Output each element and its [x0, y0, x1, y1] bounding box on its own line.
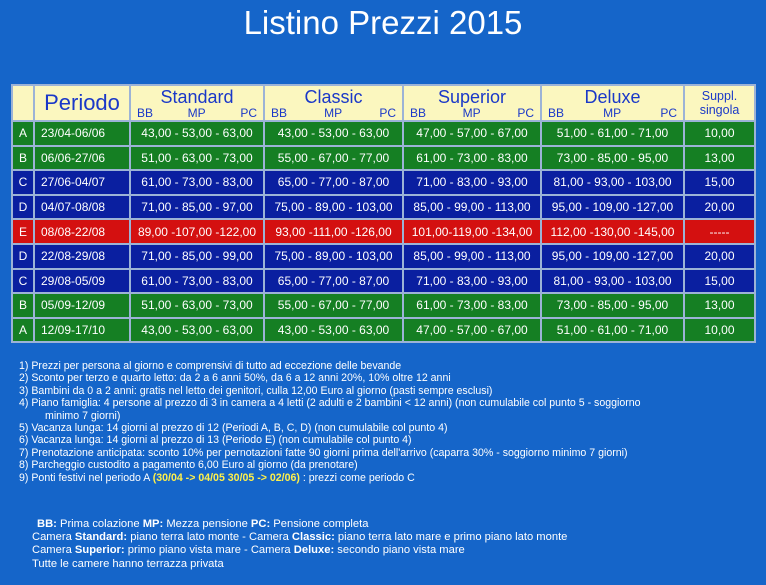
price-classic: 55,00 - 67,00 - 77,00	[264, 293, 403, 318]
note-4-cont: minimo 7 giorni)	[45, 409, 121, 422]
price-deluxe: 95,00 - 109,00 -127,00	[541, 244, 684, 269]
legend-meals: BB: Prima colazione MP: Mezza pensione PC: Pensione completa	[37, 518, 369, 530]
note-2: 2) Sconto per terzo e quarto letto: da 2 a 6 anni 50%, da 6 a 12 anni 20%, 10% oltre 12 anni	[19, 372, 451, 385]
suppl-singola: 15,00	[684, 170, 755, 195]
note-9: 9) Ponti festivi nel periodo A (30/04 -> 04/05 30/05 -> 02/06) : prezzi come periodo C	[19, 471, 415, 484]
period-letter: A	[12, 121, 34, 146]
price-classic: 93,00 -111,00 -126,00	[264, 219, 403, 244]
note-8: 8) Parcheggio custodito a pagamento 6,00 Euro al giorno (da prenotare)	[19, 459, 358, 472]
suppl-singola: 10,00	[684, 318, 755, 343]
header-superior: Superior BB MP PC	[403, 85, 541, 121]
price-standard: 71,00 - 85,00 - 99,00	[130, 244, 264, 269]
table-row	[12, 146, 755, 171]
period-letter: E	[12, 219, 34, 244]
table-row	[12, 318, 755, 343]
note-3: 3) Bambini da 0 a 2 anni: gratis nel letto dei genitori, culla 12,00 Euro al giorno (pasti sempre esclusi)	[19, 384, 493, 397]
legend-rooms-1: Camera Standard: piano terra lato monte - Camera Classic: piano terra lato mare e primo piano lato monte	[32, 531, 568, 544]
period-dates: 27/06-04/07	[34, 170, 130, 195]
price-classic: 75,00 - 89,00 - 103,00	[264, 195, 403, 220]
price-deluxe: 51,00 - 61,00 - 71,00	[541, 318, 684, 343]
table-row	[12, 170, 755, 195]
price-standard: 61,00 - 73,00 - 83,00	[130, 170, 264, 195]
legend-rooms-2: Camera Superior: primo piano vista mare - Camera Deluxe: secondo piano vista mare	[32, 544, 465, 557]
price-superior: 85,00 - 99,00 - 113,00	[403, 244, 541, 269]
price-classic: 43,00 - 53,00 - 63,00	[264, 121, 403, 146]
period-letter: B	[12, 146, 34, 171]
price-classic: 65,00 - 77,00 - 87,00	[264, 170, 403, 195]
price-standard: 51,00 - 63,00 - 73,00	[130, 146, 264, 171]
period-dates: 23/04-06/06	[34, 121, 130, 146]
table-row	[12, 121, 755, 146]
note-9-highlight: (30/04 -> 04/05 30/05 -> 02/06)	[152, 471, 300, 484]
legend	[32, 518, 756, 571]
table-header-row	[12, 85, 755, 121]
price-classic: 75,00 - 89,00 - 103,00	[264, 244, 403, 269]
price-deluxe: 81,00 - 93,00 - 103,00	[541, 170, 684, 195]
price-superior: 61,00 - 73,00 - 83,00	[403, 146, 541, 171]
notes-list	[19, 360, 759, 484]
legend-terrace: Tutte le camere hanno terrazza privata	[32, 557, 224, 570]
period-dates: 08/08-22/08	[34, 219, 130, 244]
table-row	[12, 293, 755, 318]
price-classic: 55,00 - 67,00 - 77,00	[264, 146, 403, 171]
period-dates: 05/09-12/09	[34, 293, 130, 318]
price-superior: 101,00-119,00 -134,00	[403, 219, 541, 244]
period-dates: 22/08-29/08	[34, 244, 130, 269]
suppl-singola: 20,00	[684, 244, 755, 269]
price-superior: 85,00 - 99,00 - 113,00	[403, 195, 541, 220]
table-row	[12, 269, 755, 294]
price-standard: 43,00 - 53,00 - 63,00	[130, 318, 264, 343]
price-classic: 65,00 - 77,00 - 87,00	[264, 269, 403, 294]
period-dates: 04/07-08/08	[34, 195, 130, 220]
header-periodo: Periodo	[34, 85, 130, 121]
note-7: 7) Prenotazione anticipata: sconto 10% per pernotazioni fatte 90 giorni prima dell'arrivo (caparra 30% - soggiorno minimo 7 giorni)	[19, 446, 628, 459]
price-classic: 43,00 - 53,00 - 63,00	[264, 318, 403, 343]
price-deluxe: 81,00 - 93,00 - 103,00	[541, 269, 684, 294]
period-letter: C	[12, 269, 34, 294]
price-table	[11, 84, 756, 343]
suppl-singola: 13,00	[684, 146, 755, 171]
suppl-singola: 13,00	[684, 293, 755, 318]
header-classic: Classic BB MP PC	[264, 85, 403, 121]
table-row	[12, 195, 755, 220]
period-letter: B	[12, 293, 34, 318]
price-deluxe: 112,00 -130,00 -145,00	[541, 219, 684, 244]
period-dates: 29/08-05/09	[34, 269, 130, 294]
period-letter: C	[12, 170, 34, 195]
price-deluxe: 73,00 - 85,00 - 95,00	[541, 293, 684, 318]
header-deluxe: Deluxe BB MP PC	[541, 85, 684, 121]
suppl-singola: 20,00	[684, 195, 755, 220]
price-superior: 71,00 - 83,00 - 93,00	[403, 269, 541, 294]
price-standard: 89,00 -107,00 -122,00	[130, 219, 264, 244]
price-superior: 47,00 - 57,00 - 67,00	[403, 318, 541, 343]
suppl-singola: 15,00	[684, 269, 755, 294]
note-5: 5) Vacanza lunga: 14 giorni al prezzo di 12 (Periodi A, B, C, D) (non cumulabile col punto 4)	[19, 422, 448, 435]
page-title: Listino Prezzi 2015	[243, 4, 523, 41]
suppl-singola: 10,00	[684, 121, 755, 146]
header-corner	[12, 85, 34, 121]
price-deluxe: 73,00 - 85,00 - 95,00	[541, 146, 684, 171]
note-1: 1) Prezzi per persona al giorno e comprensivi di tutto ad eccezione delle bevande	[19, 360, 402, 372]
price-superior: 61,00 - 73,00 - 83,00	[403, 293, 541, 318]
table-row	[12, 244, 755, 269]
header-standard: Standard BB MP PC	[130, 85, 264, 121]
suppl-singola: -----	[684, 219, 755, 244]
price-superior: 47,00 - 57,00 - 67,00	[403, 121, 541, 146]
price-standard: 71,00 - 85,00 - 97,00	[130, 195, 264, 220]
price-standard: 51,00 - 63,00 - 73,00	[130, 293, 264, 318]
price-standard: 61,00 - 73,00 - 83,00	[130, 269, 264, 294]
note-6: 6) Vacanza lunga: 14 giorni al prezzo di 13 (Periodo E) (non cumulabile col punto 4)	[19, 434, 412, 447]
price-deluxe: 95,00 - 109,00 -127,00	[541, 195, 684, 220]
period-dates: 12/09-17/10	[34, 318, 130, 343]
header-suppl-singola: Suppl. singola	[684, 85, 755, 121]
price-standard: 43,00 - 53,00 - 63,00	[130, 121, 264, 146]
price-superior: 71,00 - 83,00 - 93,00	[403, 170, 541, 195]
note-4: 4) Piano famiglia: 4 persone al prezzo di 3 in camera a 4 letti (2 adulti e 2 bambini < 12 anni) (non cumulabile col punto 5 - soggiorno	[19, 397, 641, 410]
period-letter: A	[12, 318, 34, 343]
period-letter: D	[12, 195, 34, 220]
period-letter: D	[12, 244, 34, 269]
price-deluxe: 51,00 - 61,00 - 71,00	[541, 121, 684, 146]
period-dates: 06/06-27/06	[34, 146, 130, 171]
table-row	[12, 219, 755, 244]
